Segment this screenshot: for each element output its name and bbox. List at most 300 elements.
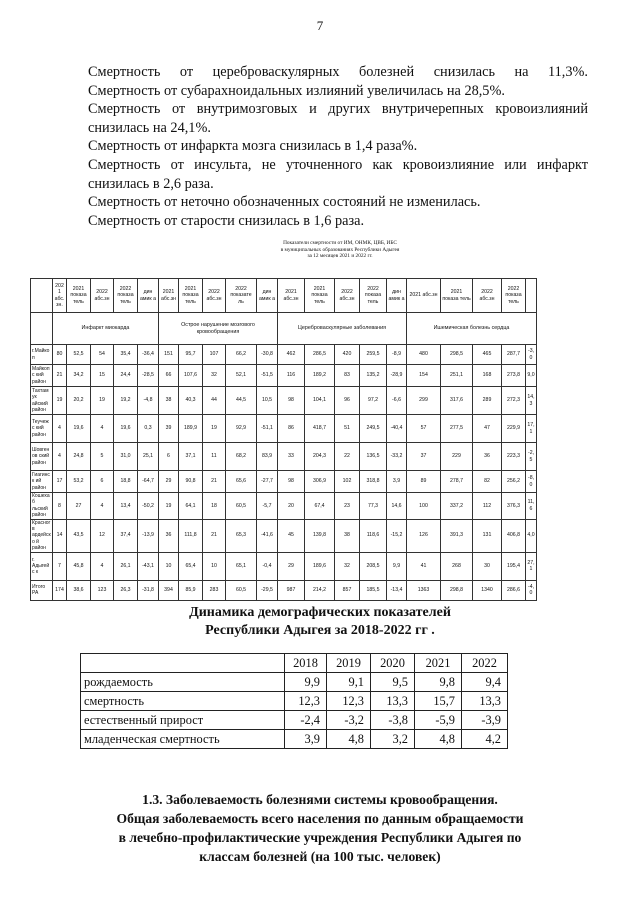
table-cell: 9,9 xyxy=(387,552,407,580)
section-heading-line: в лечебно-профилактические учреждения Республики Адыгея по xyxy=(118,830,522,845)
table-cell: 112 xyxy=(473,493,502,520)
district-cell: г. Адыгейс к xyxy=(31,552,53,580)
table-header-cell: 2022 показа тель xyxy=(502,279,526,313)
table-row xyxy=(31,519,537,552)
table-header-cell: 2021 показа тель xyxy=(441,279,473,313)
table-cell: 29 xyxy=(159,471,179,493)
table-cell: 420 xyxy=(335,345,360,365)
table-cell: 85,9 xyxy=(179,580,203,600)
table-cell: 98 xyxy=(278,471,305,493)
section-heading-line: классам болезней (на 100 тыс. человек) xyxy=(199,849,441,864)
table-cell: 38 xyxy=(335,519,360,552)
table-cell: 9,8 xyxy=(415,673,462,692)
table-cell: 33 xyxy=(278,443,305,471)
table-cell: 67,4 xyxy=(305,493,335,520)
table-cell: 277,5 xyxy=(441,415,473,443)
table-cell: 0,3 xyxy=(138,415,159,443)
table-cell: 4,8 xyxy=(415,730,462,749)
table-cell: 100 xyxy=(407,493,441,520)
table-cell: 21 xyxy=(203,471,226,493)
intro-paragraphs xyxy=(88,63,588,230)
table-cell: 111,8 xyxy=(179,519,203,552)
table-cell: 107 xyxy=(203,345,226,365)
table-cell: 60,5 xyxy=(226,580,257,600)
table-cell: 21 xyxy=(53,365,67,387)
table-row xyxy=(31,493,537,520)
table-cell: 418,7 xyxy=(305,415,335,443)
table-cell: 13,3 xyxy=(371,692,415,711)
mortality-title-line: Показатели смертности от ИМ, ОНМК, ЦВБ, ИБС xyxy=(283,240,397,246)
table-cell: -33,2 xyxy=(387,443,407,471)
dynamics-title-line: Республики Адыгея за 2018-2022 гг . xyxy=(205,623,435,638)
table-cell: 3,2 xyxy=(371,730,415,749)
district-cell: Красногв ардейско й район xyxy=(32,519,51,552)
table-cell: 89 xyxy=(407,471,441,493)
intro-line: Смертность от инсульта, не уточненного как кровоизлияние или инфаркт снизилась в 2,6 раза. xyxy=(88,156,588,192)
table-cell: 44 xyxy=(203,387,226,415)
table-cell: 22 xyxy=(335,443,360,471)
table-header-cell: дин амик а xyxy=(257,279,278,313)
table-cell: 38,6 xyxy=(67,580,91,600)
table-header-cell xyxy=(31,313,53,345)
table-cell: 57 xyxy=(407,415,441,443)
table-cell: 3,9 xyxy=(387,471,407,493)
table-header-cell: 2021 абс.зн xyxy=(159,279,179,313)
table-group-header: Цереброваскулярные заболевания xyxy=(278,313,407,345)
table-cell: 83,9 xyxy=(257,443,278,471)
table-cell: 65,3 xyxy=(226,519,257,552)
mortality-table-title xyxy=(150,240,530,260)
table-row xyxy=(81,730,508,749)
dynamics-title xyxy=(0,604,640,640)
table-cell: 31,0 xyxy=(114,443,138,471)
page-number: 7 xyxy=(316,18,324,33)
table-cell: 68,2 xyxy=(226,443,257,471)
table-row xyxy=(31,415,537,443)
table-cell: 256,2 xyxy=(502,471,526,493)
table-cell: 19 xyxy=(53,387,67,415)
table-cell: -6,6 xyxy=(387,387,407,415)
table-cell: 15,7 xyxy=(415,692,462,711)
table-group-header: Острое нарушение мозгового кровообращения xyxy=(159,313,278,345)
section-heading-line: Общая заболеваемость всего населения по данным обращаемости xyxy=(116,811,524,826)
table-row xyxy=(31,387,537,415)
table-cell: 268 xyxy=(441,552,473,580)
year-header: 2019 xyxy=(327,654,371,673)
district-cell: Итого РА xyxy=(31,580,53,600)
table-cell: 104,1 xyxy=(305,387,335,415)
intro-line: Смертность от внутримозговых и других внутричерепных кровоизлияний снизилась на 24,1%. xyxy=(88,101,588,136)
table-cell: 10,5 xyxy=(257,387,278,415)
table-cell: 65,6 xyxy=(226,471,257,493)
table-cell: 19 xyxy=(203,415,226,443)
table-cell: 12,3 xyxy=(285,692,327,711)
table-cell: 10 xyxy=(159,552,179,580)
table-cell: 116 xyxy=(278,365,305,387)
table-cell: 37,4 xyxy=(114,519,138,552)
table-cell: 189,9 xyxy=(179,415,203,443)
intro-line: Смертность от субарахноидальных излияний увеличилась на 28,5%. xyxy=(88,82,505,99)
table-cell: 229,9 xyxy=(502,415,526,443)
table-cell: 9,5 xyxy=(371,673,415,692)
table-cell: 51 xyxy=(335,415,360,443)
dynamics-title-line: Динамика демографических показателей xyxy=(189,605,451,620)
table-header-cell: 2021 абс.зн xyxy=(278,279,305,313)
district-cell: Кошехаб льский район xyxy=(31,493,53,520)
table-cell: -31,8 xyxy=(138,580,159,600)
table-cell: 21 xyxy=(203,519,226,552)
table-cell: 40,3 xyxy=(179,387,203,415)
table-cell: 298,5 xyxy=(441,345,473,365)
table-cell: -40,4 xyxy=(387,415,407,443)
table-row xyxy=(81,673,508,692)
section-heading-line: 1.3. Заболеваемость болезнями системы кровообращения. xyxy=(142,792,498,807)
table-cell: 96 xyxy=(335,387,360,415)
table-cell: 20 xyxy=(278,493,305,520)
table-cell: 14,6 xyxy=(387,493,407,520)
district-cell: Тахтамук айский район xyxy=(31,387,53,415)
table-cell: 65,1 xyxy=(226,552,257,580)
table-cell: 4 xyxy=(53,443,67,471)
section-heading xyxy=(0,790,640,866)
mortality-title-line: в муниципальных образованиях Республики Адыгея xyxy=(280,246,400,253)
indicator-label: смертность xyxy=(81,692,285,711)
table-cell: -2,4 xyxy=(285,711,327,730)
table-cell: -3,9 xyxy=(462,711,508,730)
table-cell: 43,5 xyxy=(67,519,91,552)
table-cell: 14,3 xyxy=(526,387,537,415)
table-cell: 90,8 xyxy=(179,471,203,493)
district-cell: Гиагинск ий район xyxy=(31,471,53,493)
table-cell: -5,9 xyxy=(415,711,462,730)
indicator-label: рождаемость xyxy=(81,673,285,692)
table-cell: 4 xyxy=(91,415,114,443)
table-header-cell: 2021 абс. зн. xyxy=(53,279,67,313)
table-cell: 107,6 xyxy=(179,365,203,387)
district-cell: Шовгенов ский район xyxy=(31,443,53,471)
district-cell: г.Майкоп xyxy=(31,345,53,365)
table-header-cell: 2022 абс.зн xyxy=(203,279,226,313)
table-cell: -0,4 xyxy=(257,552,278,580)
table-cell: 17,1 xyxy=(526,415,537,443)
table-cell: 24,8 xyxy=(67,443,91,471)
table-cell: 298,8 xyxy=(441,580,473,600)
table-cell: 214,2 xyxy=(305,580,335,600)
table-cell: 44,5 xyxy=(226,387,257,415)
table-cell: 32 xyxy=(335,552,360,580)
table-cell: 97,2 xyxy=(360,387,387,415)
table-cell: 306,9 xyxy=(305,471,335,493)
table-cell: 189,6 xyxy=(305,552,335,580)
table-cell: -43,1 xyxy=(138,552,159,580)
table-cell: -8,9 xyxy=(387,345,407,365)
table-cell: 19 xyxy=(159,493,179,520)
table-header-cell xyxy=(31,279,53,313)
table-group-header: Ишемическая болезнь сердца xyxy=(407,313,537,345)
table-header-cell: 2022 показа тель xyxy=(360,279,387,313)
table-header-cell: 2022 показате ль xyxy=(226,279,257,313)
table-cell: -51,5 xyxy=(257,365,278,387)
table-row xyxy=(31,345,537,365)
table-cell: 10 xyxy=(203,552,226,580)
table-cell: 19,2 xyxy=(114,387,138,415)
table-cell: 391,3 xyxy=(441,519,473,552)
table-cell: 45,8 xyxy=(67,552,91,580)
table-cell: -3,2 xyxy=(327,711,371,730)
table-cell: 465 xyxy=(473,345,502,365)
table-cell: -5,7 xyxy=(257,493,278,520)
table-cell: 13,3 xyxy=(462,692,508,711)
table-cell: 987 xyxy=(278,580,305,600)
table-cell: -8,0 xyxy=(526,471,537,493)
table-cell: 66,2 xyxy=(226,345,257,365)
table-header-cell: 2022 абс.зн xyxy=(335,279,360,313)
table-cell: 77,3 xyxy=(360,493,387,520)
table-cell: -30,8 xyxy=(257,345,278,365)
table-cell: 20,2 xyxy=(67,387,91,415)
table-cell: -36,4 xyxy=(138,345,159,365)
table-header-cell: 2022 абс.зн xyxy=(91,279,114,313)
table-cell: 5 xyxy=(91,443,114,471)
table-cell: 249,5 xyxy=(360,415,387,443)
table-cell: 32 xyxy=(203,365,226,387)
table-cell: 66 xyxy=(159,365,179,387)
table-header-cell: дин амик а xyxy=(387,279,407,313)
table-header-cell: 2022 абс.зн xyxy=(473,279,502,313)
table-cell: 3,9 xyxy=(285,730,327,749)
table-cell: 283 xyxy=(203,580,226,600)
table-cell: 278,7 xyxy=(441,471,473,493)
intro-line: Смертность от старости снизилась в 1,6 раза. xyxy=(88,212,365,229)
table-cell: 376,3 xyxy=(502,493,526,520)
table-cell: 12,3 xyxy=(327,692,371,711)
table-cell: 34,2 xyxy=(67,365,91,387)
year-header: 2020 xyxy=(371,654,415,673)
intro-line: Смертность от инфаркта мозга снизилась в 1,4 раза%. xyxy=(88,138,418,155)
table-cell: 154 xyxy=(407,365,441,387)
table-cell: 126 xyxy=(407,519,441,552)
table-cell: 9,0 xyxy=(526,365,537,387)
table-cell: 857 xyxy=(335,580,360,600)
table-header-cell xyxy=(81,654,285,673)
table-cell: 9,4 xyxy=(462,673,508,692)
table-cell: 102 xyxy=(335,471,360,493)
table-cell: -28,5 xyxy=(138,365,159,387)
table-header-cell: 2021 абс.зн xyxy=(407,279,441,313)
table-cell: 318,8 xyxy=(360,471,387,493)
table-row xyxy=(31,552,537,580)
table-cell: 30 xyxy=(473,552,502,580)
table-cell: 19,6 xyxy=(114,415,138,443)
table-cell: 11,6 xyxy=(526,493,537,520)
table-cell: 462 xyxy=(278,345,305,365)
table-cell: 286,6 xyxy=(502,580,526,600)
district-cell: Майкопс кий район xyxy=(31,365,53,387)
table-cell: 52,5 xyxy=(67,345,91,365)
table-cell: 185,5 xyxy=(360,580,387,600)
table-cell: -2,5 xyxy=(526,443,537,471)
table-cell: 204,3 xyxy=(305,443,335,471)
table-cell: -3,0 xyxy=(526,345,537,365)
table-cell: 18,8 xyxy=(114,471,138,493)
table-cell: 4 xyxy=(91,493,114,520)
table-cell: -64,7 xyxy=(138,471,159,493)
table-cell: 289 xyxy=(473,387,502,415)
table-cell: -4,8 xyxy=(138,387,159,415)
table-cell: -29,5 xyxy=(257,580,278,600)
table-cell: 14 xyxy=(53,519,67,552)
table-header-cell: 2021 показа тель xyxy=(305,279,335,313)
table-cell: 4,0 xyxy=(526,519,537,552)
table-cell: 174 xyxy=(53,580,67,600)
table-cell: 11 xyxy=(203,443,226,471)
table-cell: 26,1 xyxy=(114,552,138,580)
table-cell: 4,8 xyxy=(327,730,371,749)
table-cell: 317,6 xyxy=(441,387,473,415)
table-cell: 6 xyxy=(159,443,179,471)
table-cell: -41,6 xyxy=(257,519,278,552)
table-header-cell xyxy=(526,279,537,313)
table-cell: 251,1 xyxy=(441,365,473,387)
table-cell: -50,2 xyxy=(138,493,159,520)
table-cell: 54 xyxy=(91,345,114,365)
table-cell: 229 xyxy=(441,443,473,471)
table-cell: 80 xyxy=(53,345,67,365)
table-cell: 189,2 xyxy=(305,365,335,387)
table-cell: 168 xyxy=(473,365,502,387)
table-cell: 86 xyxy=(278,415,305,443)
table-cell: 131 xyxy=(473,519,502,552)
table-cell: 39 xyxy=(159,415,179,443)
table-cell: -27,7 xyxy=(257,471,278,493)
table-row xyxy=(31,580,537,600)
table-cell: 45 xyxy=(278,519,305,552)
table-cell: 36 xyxy=(473,443,502,471)
table-cell: 123 xyxy=(91,580,114,600)
table-cell: 12 xyxy=(91,519,114,552)
table-row xyxy=(31,471,537,493)
dynamics-table xyxy=(80,653,508,749)
table-cell: -15,2 xyxy=(387,519,407,552)
table-cell: 287,7 xyxy=(502,345,526,365)
table-cell: 95,7 xyxy=(179,345,203,365)
table-cell: 223,3 xyxy=(502,443,526,471)
table-cell: -13,9 xyxy=(138,519,159,552)
table-cell: 272,3 xyxy=(502,387,526,415)
year-header: 2022 xyxy=(462,654,508,673)
table-cell: 38 xyxy=(159,387,179,415)
table-header-cell: 2021 показа тель xyxy=(179,279,203,313)
mortality-table xyxy=(30,278,537,601)
table-cell: 29 xyxy=(278,552,305,580)
table-cell: 8 xyxy=(53,493,67,520)
table-cell: 4 xyxy=(53,415,67,443)
table-cell: 36 xyxy=(159,519,179,552)
table-cell: 9,9 xyxy=(285,673,327,692)
table-cell: 13,4 xyxy=(114,493,138,520)
table-cell: -13,4 xyxy=(387,580,407,600)
table-cell: 337,2 xyxy=(441,493,473,520)
table-row xyxy=(81,711,508,730)
table-cell: 18 xyxy=(203,493,226,520)
table-cell: 17 xyxy=(53,471,67,493)
table-cell: 9,1 xyxy=(327,673,371,692)
table-cell: 27 xyxy=(67,493,91,520)
table-cell: 136,5 xyxy=(360,443,387,471)
table-header-cell: дин амик а xyxy=(138,279,159,313)
table-cell: 27,1 xyxy=(526,552,537,580)
table-cell: 82 xyxy=(473,471,502,493)
table-cell: 41 xyxy=(407,552,441,580)
table-cell: 60,5 xyxy=(226,493,257,520)
intro-line: Смертность от неточно обозначенных состояний не изменилась. xyxy=(88,194,481,211)
table-row xyxy=(31,365,537,387)
district-cell: Теучежс кий район xyxy=(31,415,53,443)
year-header: 2018 xyxy=(285,654,327,673)
table-cell: 35,4 xyxy=(114,345,138,365)
table-row xyxy=(31,443,537,471)
table-cell: 65,4 xyxy=(179,552,203,580)
table-row xyxy=(81,654,508,673)
table-cell: 118,6 xyxy=(360,519,387,552)
table-cell: 98 xyxy=(278,387,305,415)
table-cell: 6 xyxy=(91,471,114,493)
table-cell: 259,5 xyxy=(360,345,387,365)
table-cell: 480 xyxy=(407,345,441,365)
table-header-cell: 2021 показа тель xyxy=(67,279,91,313)
table-header-cell: 2022 показа тель xyxy=(114,279,138,313)
table-cell: 299 xyxy=(407,387,441,415)
table-cell: 19 xyxy=(91,387,114,415)
table-cell: 151 xyxy=(159,345,179,365)
table-cell: 64,1 xyxy=(179,493,203,520)
table-cell: 4,2 xyxy=(462,730,508,749)
table-cell: 52,1 xyxy=(226,365,257,387)
table-cell: 139,8 xyxy=(305,519,335,552)
table-cell: -51,1 xyxy=(257,415,278,443)
table-cell: 7 xyxy=(53,552,67,580)
table-cell: -3,8 xyxy=(371,711,415,730)
table-cell: 53,2 xyxy=(67,471,91,493)
table-group-header: Инфаркт миокарда xyxy=(53,313,159,345)
table-cell: 19,6 xyxy=(67,415,91,443)
table-cell: 1363 xyxy=(407,580,441,600)
year-header: 2021 xyxy=(415,654,462,673)
table-cell: 273,8 xyxy=(502,365,526,387)
table-cell: 24,4 xyxy=(114,365,138,387)
table-cell: 135,2 xyxy=(360,365,387,387)
table-cell: 83 xyxy=(335,365,360,387)
table-cell: 37,1 xyxy=(179,443,203,471)
table-cell: 195,4 xyxy=(502,552,526,580)
table-cell: 92,9 xyxy=(226,415,257,443)
table-row xyxy=(81,692,508,711)
mortality-title-line: за 12 месяцев 2021 и 2022 гг. xyxy=(307,253,373,260)
table-cell: 4 xyxy=(91,552,114,580)
table-cell: 208,5 xyxy=(360,552,387,580)
table-cell: 23 xyxy=(335,493,360,520)
table-cell: 47 xyxy=(473,415,502,443)
intro-line: Смертность от цереброваскулярных болезней снизилась на 11,3%. xyxy=(88,64,588,80)
table-cell: 25,1 xyxy=(138,443,159,471)
table-cell: -4,0 xyxy=(526,580,537,600)
table-cell: 406,8 xyxy=(502,519,526,552)
table-cell: 1340 xyxy=(473,580,502,600)
table-cell: 26,3 xyxy=(114,580,138,600)
table-cell: 37 xyxy=(407,443,441,471)
table-cell: 15 xyxy=(91,365,114,387)
table-cell: -28,9 xyxy=(387,365,407,387)
